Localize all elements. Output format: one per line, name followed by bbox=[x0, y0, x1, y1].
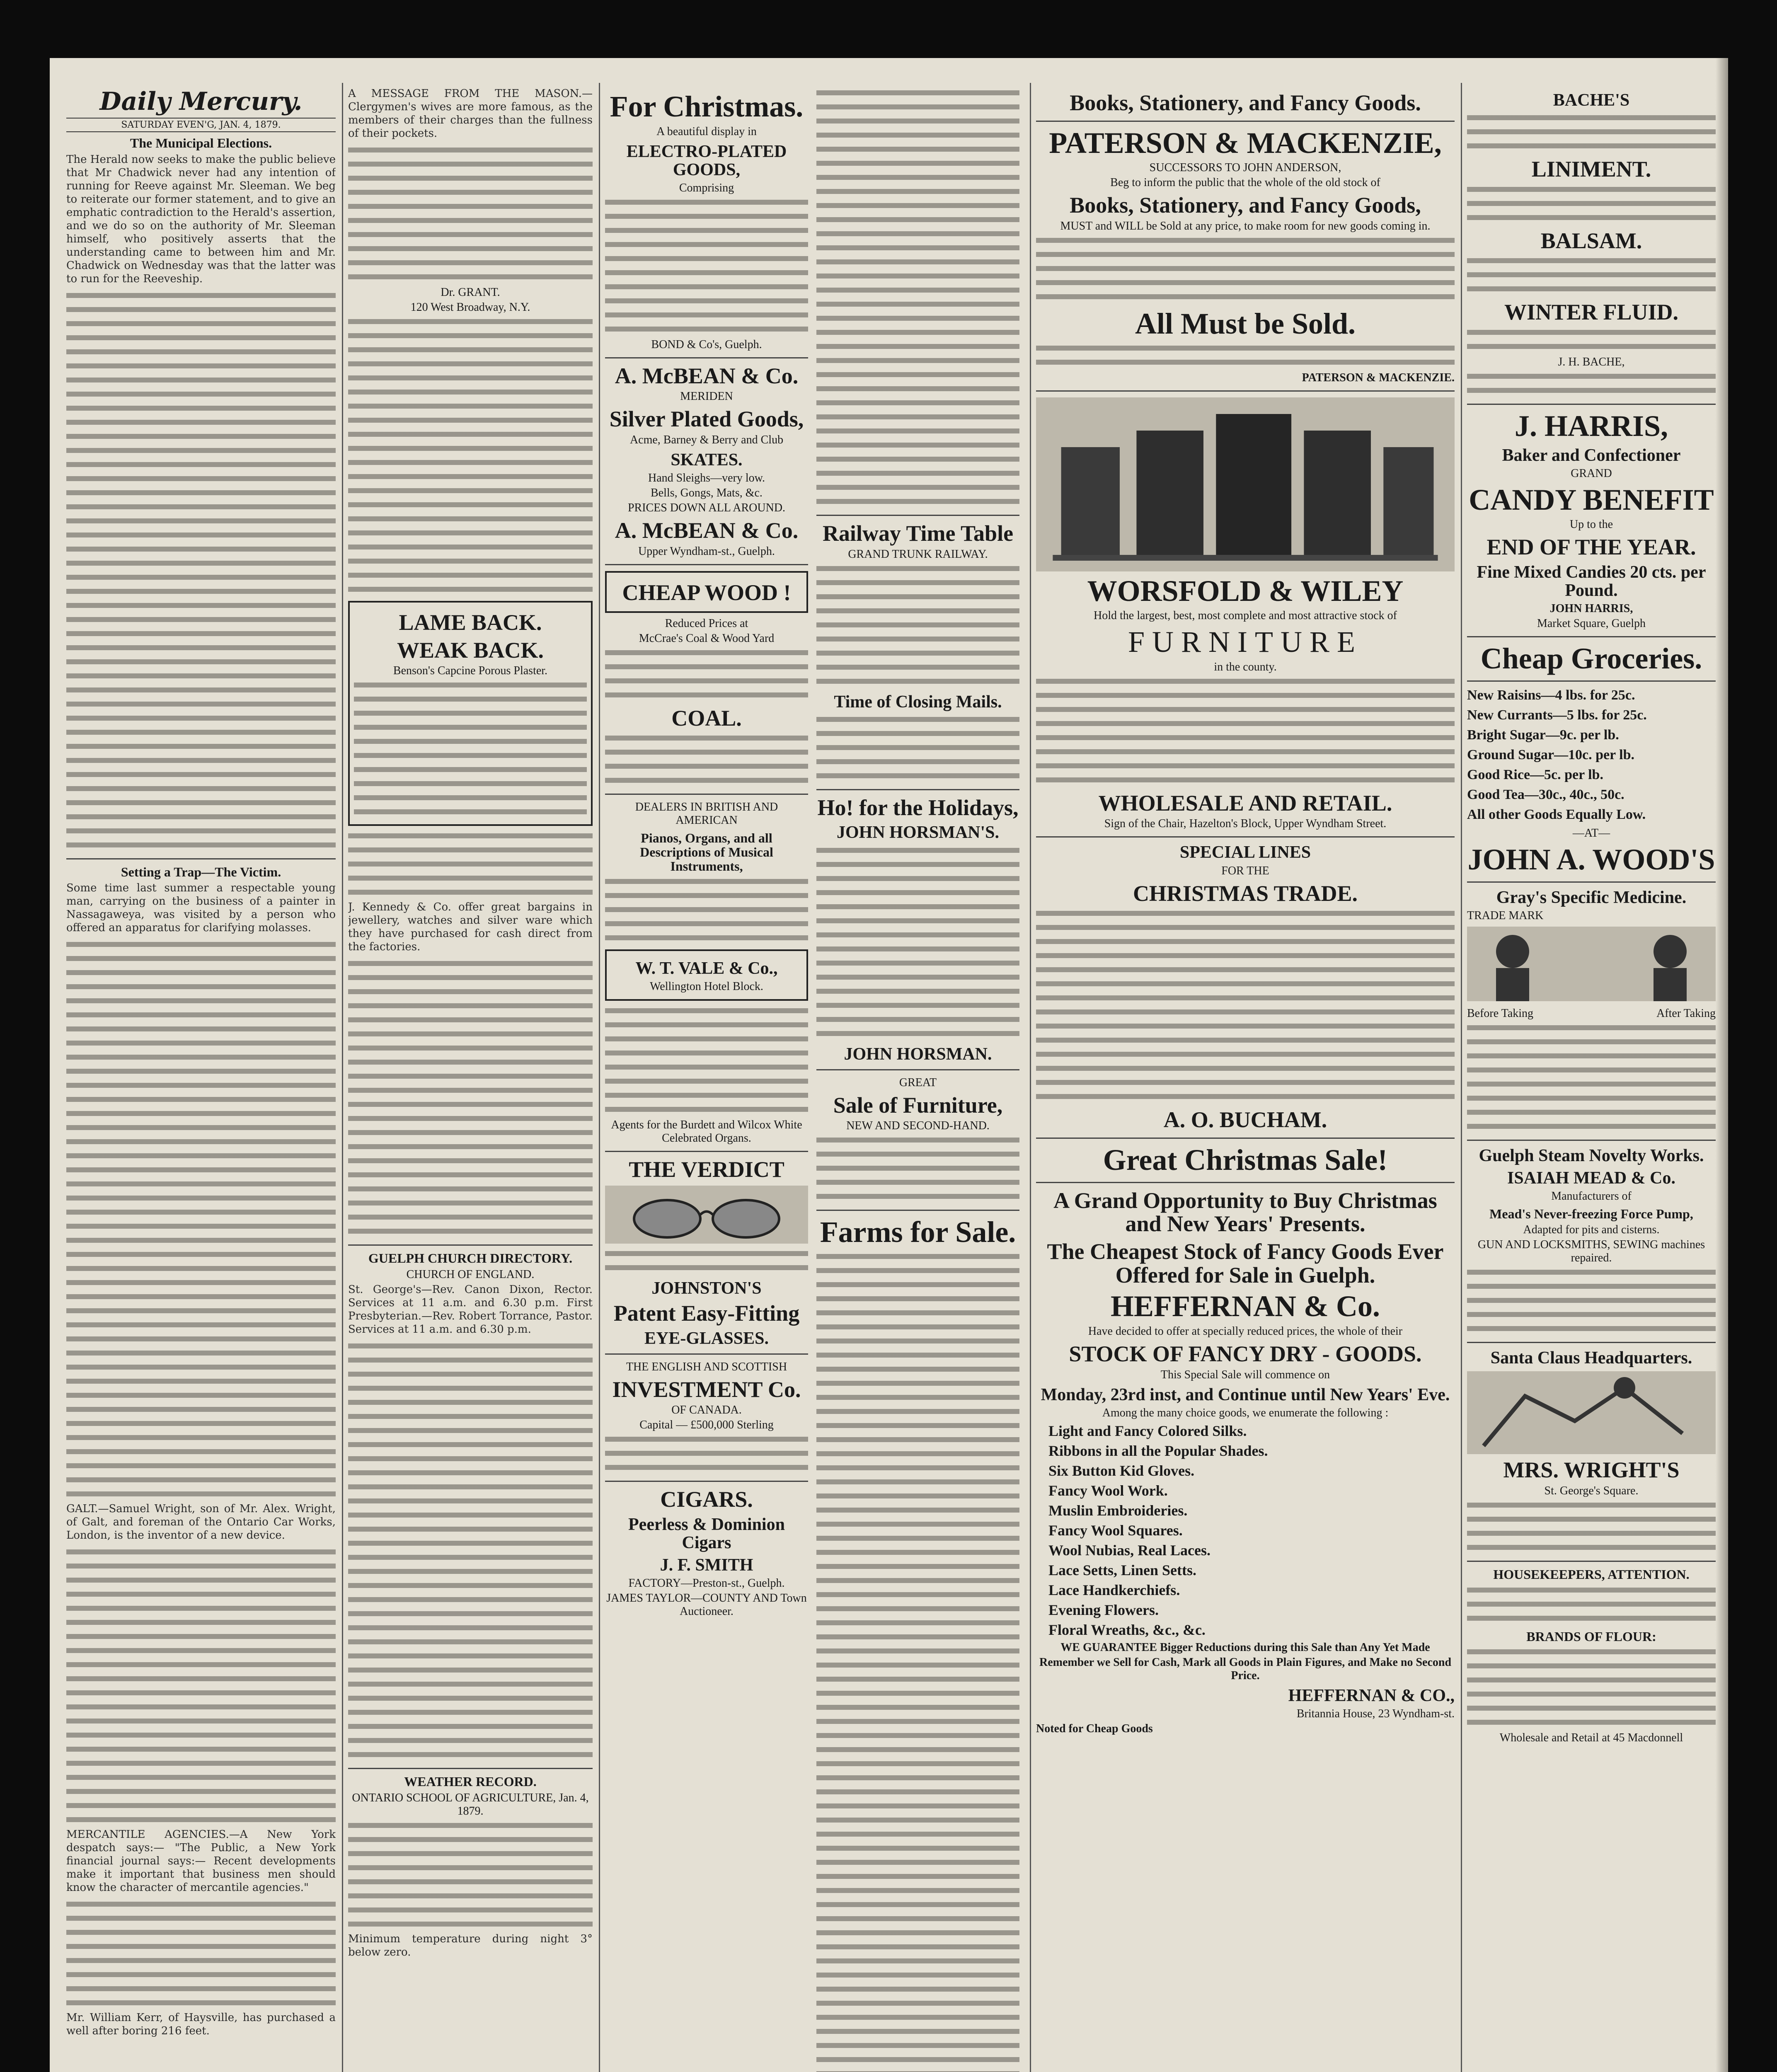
grays-medicine: Gray's Specific Medicine. bbox=[1496, 888, 1687, 907]
mixed-candies: Fine Mixed Candies 20 cts. per Pound. bbox=[1477, 563, 1706, 600]
skates-line: Acme, Barney & Berry and Club bbox=[629, 433, 784, 447]
eyeglasses-illustration bbox=[605, 1186, 808, 1244]
vale-box bbox=[605, 949, 808, 1001]
largest: Hold the largest, best, most complete and most attractive stock of bbox=[1094, 609, 1397, 622]
list-item: Lace Handkerchiefs. bbox=[1048, 1581, 1180, 1598]
horsman-store: JOHN HORSMAN'S. bbox=[836, 823, 1000, 842]
list-item: Good Rice—5c. per lb. bbox=[1467, 767, 1603, 782]
list-item: New Currants—5 lbs. for 25c. bbox=[1467, 707, 1647, 723]
taylor: JAMES TAYLOR—COUNTY AND Town Auctioneer. bbox=[606, 1592, 807, 1618]
noted: Noted for Cheap Goods bbox=[1036, 1722, 1153, 1735]
list-item: Good Tea—30c., 40c., 50c. bbox=[1467, 787, 1624, 802]
isaiah-mead: ISAIAH MEAD & Co. bbox=[1507, 1168, 1675, 1188]
church-text: St. George's—Rev. Canon Dixon, Rector. Services at 11 a.m. and 6.30 p.m. First Presbyterian.—Rev. Robert Torrance, Pastor. Services at 11 a.m. and 6.30 p.m. bbox=[348, 1283, 593, 1336]
medicine-illustration bbox=[1467, 927, 1716, 1001]
skates: SKATES. bbox=[671, 450, 743, 470]
trap-heading: Setting a Trap—The Victim. bbox=[121, 864, 281, 879]
lame-back-ad bbox=[348, 601, 593, 826]
for-the: FOR THE bbox=[1221, 864, 1269, 877]
comprising: Comprising bbox=[679, 181, 734, 194]
harris-heading: J. HARRIS, bbox=[1514, 409, 1668, 443]
mccrae-yard: McCrae's Coal & Wood Yard bbox=[639, 632, 775, 645]
books-heading: Books, Stationery, and Fancy Goods. bbox=[1070, 90, 1421, 115]
monday-sale: Monday, 23rd inst, and Continue until New Years' Eve. bbox=[1041, 1385, 1450, 1404]
grand-trunk: GRAND TRUNK RAILWAY. bbox=[848, 547, 988, 561]
bond-co: BOND & Co's, Guelph. bbox=[651, 338, 762, 351]
heffernan-heading: HEFFERNAN & Co. bbox=[1111, 1290, 1380, 1323]
balsam: BALSAM. bbox=[1540, 228, 1642, 253]
goods-list bbox=[1036, 1422, 1455, 1639]
all-must-be-sold: All Must be Sold. bbox=[1135, 307, 1356, 340]
britannia: Britannia House, 23 Wyndham-st. bbox=[1296, 1707, 1455, 1720]
bucham: A. O. BUCHAM. bbox=[1163, 1107, 1327, 1133]
before-taking: Before Taking bbox=[1467, 1007, 1534, 1020]
must-will: MUST and WILL be Sold at any price, to make room for new goods coming in. bbox=[1060, 219, 1431, 232]
editorial-lead: The Herald now seeks to make the public believe that Mr Chadwick never had any intention of running for Reeve against Mr. Sleeman. We beg to reiterate our former statement, and to give an emphatic contradiction to the Herald's assertion, and we do so on the authority of Mr. Sleeman himself, who positively asserts that the understanding came to between him and Mr. Chadwick on Wednesday was that the latter was to run for the Reeveship. bbox=[66, 153, 336, 285]
list-item: Floral Wreaths, &c., &c. bbox=[1048, 1621, 1206, 1638]
agents: Agents for the Burdett and Wilcox White Celebrated Organs. bbox=[611, 1118, 802, 1145]
remember: Remember we Sell for Cash, Mark all Goods in Plain Figures, and Make no Second Price. bbox=[1039, 1656, 1452, 1682]
cheap-wood: CHEAP WOOD ! bbox=[622, 580, 791, 605]
church-sub: CHURCH OF ENGLAND. bbox=[406, 1268, 535, 1281]
christmas-trade: CHRISTMAS TRADE. bbox=[1133, 881, 1358, 906]
santa-illustration bbox=[1467, 1371, 1716, 1454]
meriden: MERIDEN bbox=[680, 390, 733, 403]
newspaper-page bbox=[50, 58, 1728, 2072]
christmas-heading: For Christmas. bbox=[610, 90, 804, 123]
mcbean-heading-2: A. McBEAN & Co. bbox=[615, 518, 799, 543]
force-pump: Mead's Never-freezing Force Pump, bbox=[1489, 1206, 1693, 1221]
signoff: Dr. GRANT. bbox=[441, 286, 500, 299]
list-item: Ground Sugar—10c. per lb. bbox=[1467, 747, 1634, 762]
mrs-wright: MRS. WRIGHT'S bbox=[1503, 1457, 1680, 1483]
bache-heading: BACHE'S bbox=[1553, 91, 1630, 110]
beg: Beg to inform the public that the whole of the old stock of bbox=[1110, 176, 1380, 189]
investment: INVESTMENT Co. bbox=[612, 1377, 801, 1402]
candy-benefit: CANDY BENEFIT bbox=[1469, 483, 1714, 516]
johnstons: JOHNSTON'S bbox=[651, 1278, 762, 1298]
reduced-prices: Reduced Prices at bbox=[665, 617, 748, 630]
ad-weak-back: WEAK BACK. bbox=[397, 637, 544, 663]
column-editorial bbox=[66, 87, 336, 2072]
steam-works: Guelph Steam Novelty Works. bbox=[1479, 1146, 1704, 1165]
peerless: Peerless & Dominion Cigars bbox=[628, 1515, 785, 1553]
weather-heading: WEATHER RECORD. bbox=[404, 1774, 537, 1789]
adapted: Adapted for pits and cisterns. bbox=[1523, 1223, 1660, 1237]
paterson-sign: PATERSON & MACKENZIE. bbox=[1302, 371, 1455, 384]
new-second-hand: NEW AND SECOND-HAND. bbox=[846, 1119, 990, 1133]
vale: W. T. VALE & Co., bbox=[635, 959, 778, 978]
up-to-the: Up to the bbox=[1569, 518, 1613, 531]
market-square: Market Square, Guelph bbox=[1537, 617, 1646, 630]
mercantile-text: MERCANTILE AGENCIES.—A New York despatch says:— "The Public, a New York financial journal says:— Recent developments make it important that business men should know the character of mercantile agencies." bbox=[66, 1828, 336, 1894]
pianos: Pianos, Organs, and all Descriptions of Musical Instruments, bbox=[640, 830, 773, 874]
smith: J. F. SMITH bbox=[660, 1556, 753, 1575]
among: Among the many choice goods, we enumerate the following : bbox=[1102, 1406, 1389, 1419]
horsman-sign: JOHN HORSMAN. bbox=[844, 1044, 992, 1064]
kerr-text: Mr. William Kerr, of Haysville, has purchased a well after boring 216 feet. bbox=[66, 2011, 336, 2038]
coal: COAL. bbox=[671, 705, 742, 731]
guarantee: WE GUARANTEE Bigger Reductions during this Sale than Any Yet Made bbox=[1060, 1641, 1430, 1654]
silver-plated: Silver Plated Goods, bbox=[609, 407, 804, 432]
column-rule bbox=[599, 83, 600, 2072]
successors: SUCCESSORS TO JOHN ANDERSON, bbox=[1149, 161, 1341, 174]
at: —AT— bbox=[1572, 826, 1610, 840]
commence: This Special Sale will commence on bbox=[1160, 1368, 1330, 1381]
cheapest-stock: The Cheapest Stock of Fancy Goods Ever Offered for Sale in Guelph. bbox=[1047, 1239, 1444, 1288]
decided: Have decided to offer at specially reduced prices, the whole of their bbox=[1088, 1324, 1403, 1338]
great: GREAT bbox=[899, 1076, 937, 1089]
winter-fluid: WINTER FLUID. bbox=[1504, 300, 1679, 325]
sleighs: Hand Sleighs—very low. bbox=[648, 472, 765, 485]
grand-opportunity: A Grand Opportunity to Buy Christmas and New Years' Presents. bbox=[1053, 1188, 1437, 1237]
editorial-heading: The Municipal Elections. bbox=[130, 136, 272, 150]
cigars: CIGARS. bbox=[660, 1487, 753, 1512]
books-stationery: Books, Stationery, and Fancy Goods, bbox=[1070, 193, 1421, 218]
furniture-heading: FURNITURE bbox=[1128, 625, 1363, 659]
column-ads-c bbox=[1467, 87, 1716, 2072]
column-rule bbox=[1030, 83, 1031, 2072]
cheap-wood-ad bbox=[605, 571, 808, 613]
masthead-title: Daily Mercury. bbox=[99, 87, 303, 116]
list-item: Fancy Wool Work. bbox=[1048, 1482, 1168, 1499]
christmas-sub: A beautiful display in bbox=[656, 125, 757, 138]
patent-easy: Patent Easy-Fitting bbox=[613, 1300, 800, 1326]
prices-down: PRICES DOWN ALL AROUND. bbox=[627, 501, 786, 515]
list-item: Fancy Wool Squares. bbox=[1048, 1522, 1183, 1539]
page-edge-shadow bbox=[1716, 58, 1728, 2072]
column-rule bbox=[1461, 83, 1462, 2072]
end-of-year: END OF THE YEAR. bbox=[1486, 535, 1696, 560]
fancy-dry-goods: STOCK OF FANCY DRY - GOODS. bbox=[1069, 1341, 1422, 1366]
list-item: All other Goods Equally Low. bbox=[1467, 806, 1646, 822]
trap-text: Some time last summer a respectable young man, carrying on the business of a painter in Nassagaweya, was visited by a person who offered an apparatus for clarifying molasses. bbox=[66, 882, 336, 934]
factory: FACTORY—Preston-st., Guelph. bbox=[628, 1577, 785, 1590]
eyeglasses: EYE-GLASSES. bbox=[644, 1329, 769, 1348]
paterson-heading: PATERSON & MACKENZIE, bbox=[1049, 126, 1442, 160]
kennedy-text: J. Kennedy & Co. offer great bargains in jewellery, watches and silver ware which they have purchased for cash direct from the factories. bbox=[348, 901, 593, 954]
manufacturers: Manufacturers of bbox=[1551, 1189, 1632, 1203]
column-ads-b bbox=[1036, 87, 1455, 2072]
ad-plaster: Benson's Capcine Porous Plaster. bbox=[393, 664, 548, 678]
worsfold-wiley: WORSFOLD & WILEY bbox=[1087, 574, 1404, 608]
list-item: Evening Flowers. bbox=[1048, 1601, 1159, 1618]
baker: Baker and Confectioner bbox=[1502, 445, 1681, 465]
church-heading: GUELPH CHURCH DIRECTORY. bbox=[368, 1251, 573, 1266]
column-news bbox=[348, 87, 593, 2072]
column-rule bbox=[342, 83, 343, 2072]
list-item: Muslin Embroideries. bbox=[1048, 1502, 1188, 1519]
special-lines: SPECIAL LINES bbox=[1179, 843, 1311, 862]
sign-chair: Sign of the Chair, Hazelton's Block, Upper Wyndham Street. bbox=[1104, 817, 1387, 830]
grocery-list bbox=[1467, 687, 1716, 823]
capital: Capital — £500,000 Sterling bbox=[639, 1418, 774, 1432]
st-georges: St. George's Square. bbox=[1544, 1484, 1639, 1498]
harris-sign: JOHN HARRIS, bbox=[1549, 602, 1633, 615]
electro-plated: ELECTRO-PLATED GOODS, bbox=[626, 142, 787, 179]
ad-lame-back: LAME BACK. bbox=[399, 610, 542, 635]
cheap-groceries: Cheap Groceries. bbox=[1480, 642, 1702, 675]
farms-heading: Farms for Sale. bbox=[820, 1215, 1016, 1249]
verdict: THE VERDICT bbox=[629, 1157, 784, 1182]
bache-sign: J. H. BACHE, bbox=[1558, 356, 1625, 369]
address: 120 West Broadway, N.Y. bbox=[410, 301, 530, 314]
great-christmas-sale: Great Christmas Sale! bbox=[1103, 1143, 1388, 1176]
english-scottish: THE ENGLISH AND SCOTTISH bbox=[626, 1360, 787, 1373]
closing-mails: Time of Closing Mails. bbox=[834, 692, 1002, 712]
grand: GRAND bbox=[1571, 467, 1612, 480]
bells: Bells, Gongs, Mats, &c. bbox=[651, 487, 763, 500]
guns: GUN AND LOCKSMITHS, SEWING machines repaired. bbox=[1477, 1238, 1705, 1265]
wholesale-retail: WHOLESALE AND RETAIL. bbox=[1098, 790, 1392, 816]
masthead-date: SATURDAY EVEN'G, JAN. 4, 1879. bbox=[66, 118, 336, 132]
column-ads-a bbox=[605, 87, 1024, 2072]
list-item: Light and Fancy Colored Silks. bbox=[1048, 1422, 1247, 1439]
sale-furniture: Sale of Furniture, bbox=[833, 1092, 1003, 1118]
railway-heading: Railway Time Table bbox=[822, 521, 1014, 546]
wholesale-macdonnell: Wholesale and Retail at 45 Macdonnell bbox=[1499, 1731, 1683, 1745]
message-text: A MESSAGE FROM THE MASON.—Clergymen's wives are more famous, as the members of their charges than the fullness of their pockets. bbox=[348, 87, 593, 140]
list-item: Ribbons in all the Popular Shades. bbox=[1048, 1442, 1268, 1459]
santa-claus: Santa Claus Headquarters. bbox=[1490, 1348, 1692, 1368]
housekeepers: HOUSEKEEPERS, ATTENTION. bbox=[1493, 1567, 1690, 1582]
list-item: Lace Setts, Linen Setts. bbox=[1048, 1561, 1196, 1578]
list-item: New Raisins—4 lbs. for 25c. bbox=[1467, 687, 1635, 703]
brands-flour: BRANDS OF FLOUR: bbox=[1526, 1629, 1656, 1644]
county: in the county. bbox=[1214, 660, 1277, 673]
weather-sub: ONTARIO SCHOOL OF AGRICULTURE, Jan. 4, 1879. bbox=[352, 1791, 589, 1818]
vale-sub: Wellington Hotel Block. bbox=[650, 980, 763, 993]
furniture-illustration bbox=[1036, 397, 1455, 571]
liniment: LINIMENT. bbox=[1531, 157, 1651, 182]
holidays-heading: Ho! for the Holidays, bbox=[817, 795, 1019, 820]
heffernan-sign: HEFFERNAN & CO., bbox=[1288, 1686, 1455, 1705]
mcbean-heading: A. McBEAN & Co. bbox=[615, 363, 799, 388]
list-item: Bright Sugar—9c. per lb. bbox=[1467, 727, 1619, 743]
weather-text: Minimum temperature during night 3° below zero. bbox=[348, 1932, 593, 1958]
trademark: TRADE MARK bbox=[1467, 909, 1544, 922]
after-taking: After Taking bbox=[1656, 1007, 1716, 1020]
wood-store: JOHN A. WOOD'S bbox=[1467, 842, 1715, 876]
list-item: Six Button Kid Gloves. bbox=[1048, 1462, 1195, 1479]
galt-text: GALT.—Samuel Wright, son of Mr. Alex. Wright, of Galt, and foreman of the Ontario Car Works, London, is the inventor of a new device. bbox=[66, 1503, 336, 1542]
list-item: Wool Nubias, Real Laces. bbox=[1048, 1542, 1211, 1559]
of-canada: OF CANADA. bbox=[671, 1404, 742, 1417]
dealers: DEALERS IN BRITISH AND AMERICAN bbox=[635, 801, 778, 827]
upper-wyndham: Upper Wyndham-st., Guelph. bbox=[638, 545, 775, 558]
